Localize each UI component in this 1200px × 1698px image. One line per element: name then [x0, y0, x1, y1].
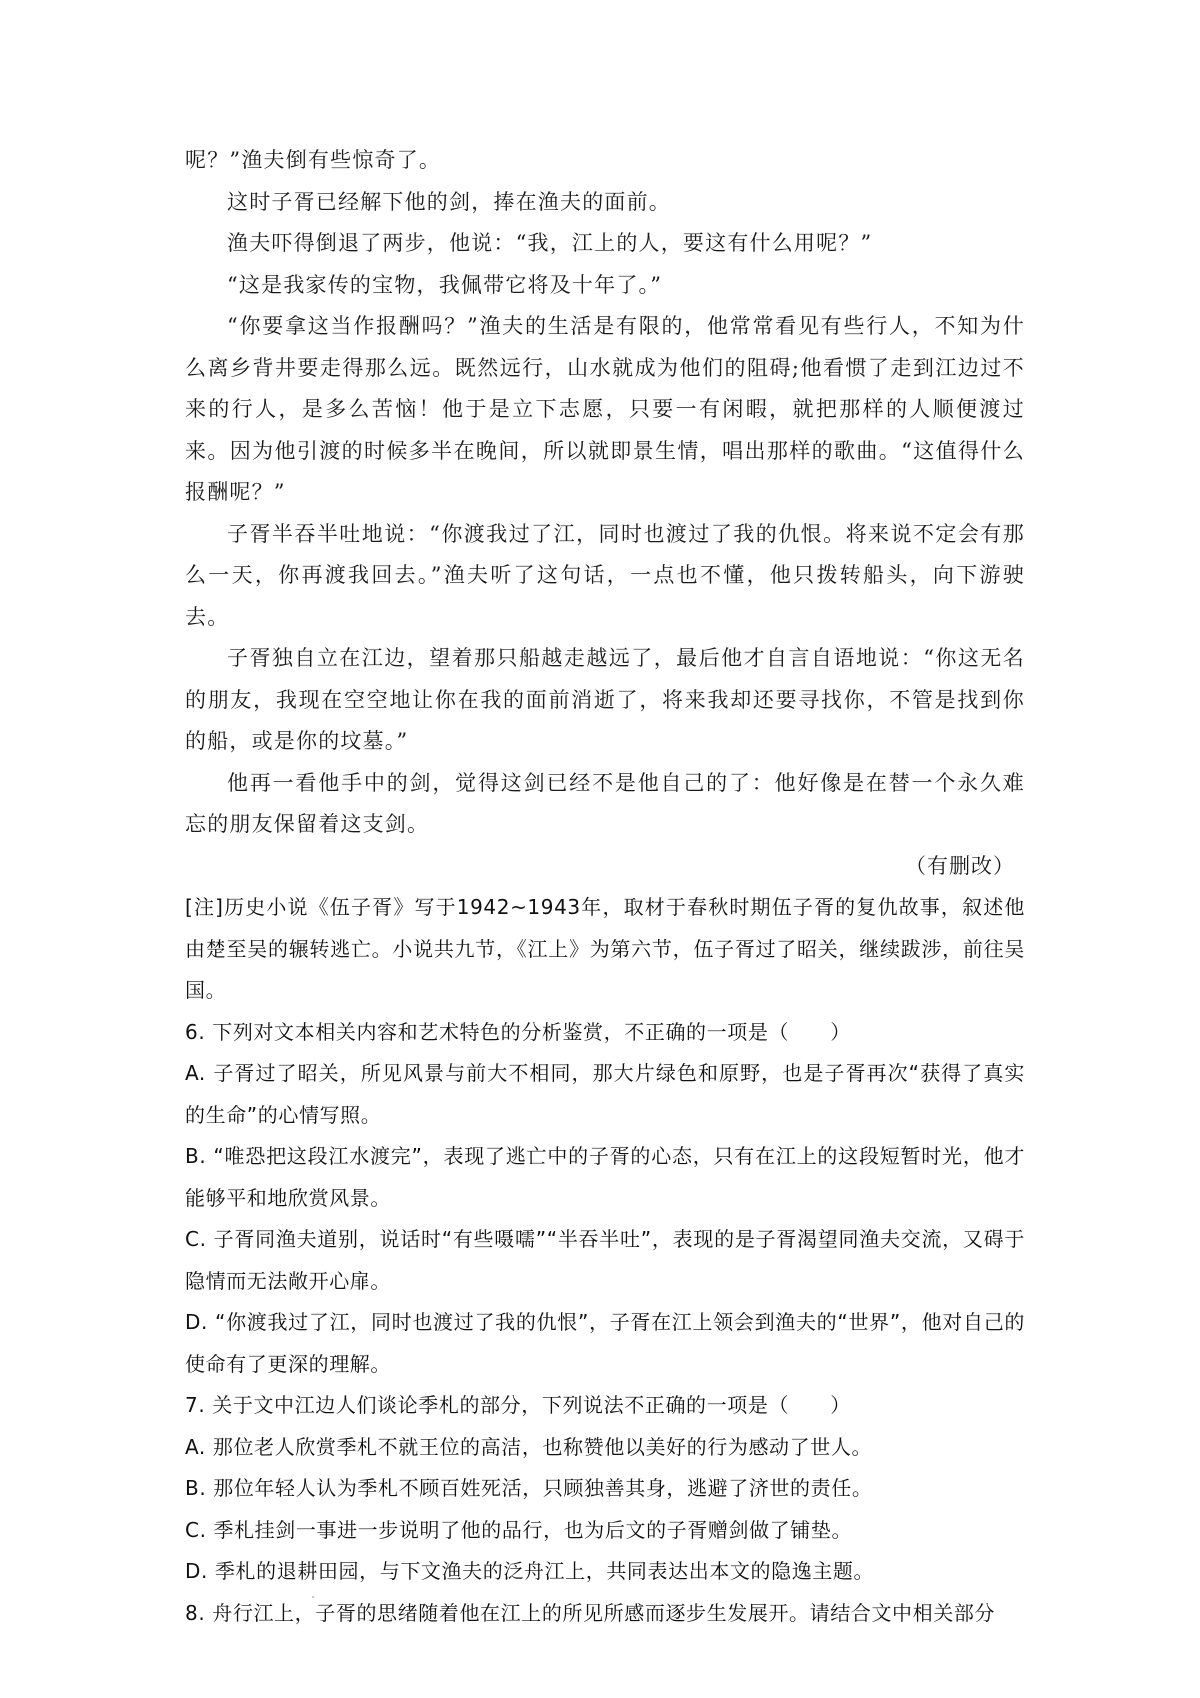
story-paragraph: 子胥半吞半吐地说：“你渡我过了江，同时也渡过了我的仇恨。将来说不定会有那么一天，你再渡我回去。”渔夫听了这句话，一点也不懂，他只拨转船头，向下游驶去。: [185, 521, 1025, 629]
story-paragraph: 他再一看他手中的剑，觉得这剑已经不是他自己的了：他好像是在替一个永久难忘的朋友保留着这支剑。: [185, 770, 1025, 836]
question-list: [185, 1012, 1025, 1635]
answer-option: D. “你渡我过了江，同时也渡过了我的仇恨”，子胥在江上领会到渔夫的“世界”，他对自己的使命有了更深的理解。: [185, 1310, 1025, 1376]
story-paragraph: 子胥独自立在江边，望着那只船越走越远了，最后他才自言自语地说：“你这无名的朋友，我现在空空地让你在我的面前消逝了，将来我却还要寻找你，不管是找到你的船，或是你的坟墓。”: [185, 646, 1025, 753]
document-page: [185, 140, 1025, 1634]
answer-option: B. 那位年轻人认为季札不顾百姓死活，只顾独善其身，逃避了济世的责任。: [185, 1476, 873, 1500]
source-note: （有删改）: [905, 853, 1015, 878]
answer-option: C. 季札挂剑一事进一步说明了他的品行，也为后文的子胥赠剑做了铺垫。: [185, 1517, 853, 1542]
question-8: [185, 1593, 1025, 1635]
question-7: [185, 1385, 1025, 1593]
question-6: [185, 1012, 1025, 1386]
answer-option: B. “唯恐把这段江水渡完”，表现了逃亡中的子胥的心态，只有在江上的这段短暂时光，他才能够平和地欣赏风景。: [185, 1144, 1025, 1210]
annotation-note: [注]历史小说《伍子胥》写于1942~1943年，取材于春秋时期伍子胥的复仇故事，叙述他由楚至吴的辗转逃亡。小说共九节，《江上》为第六节，伍子胥过了昭关，继续跋涉，前往吴国。: [185, 895, 1025, 1002]
answer-option: A. 那位老人欣赏季札不就王位的高洁，也称赞他以美好的行为感动了世人。: [185, 1434, 873, 1459]
question-stem: 6. 下列对文本相关内容和艺术特色的分析鉴赏，不正确的一项是（ ）: [185, 1019, 851, 1044]
answer-option: D. 季札的退耕田园，与下文渔夫的泛舟江上，共同表达出本文的隐逸主题。: [185, 1559, 875, 1583]
question-stem: 7. 关于文中江边人们谈论季札的部分，下列说法不正确的一项是（ ）: [185, 1393, 851, 1417]
question-stem: 8. 舟行江上，子胥的思绪随着他在江上的所见所感而逐步生发展开。请结合文中相关部分: [185, 1600, 996, 1625]
footer-mark: [312, 1596, 314, 1598]
answer-option: A. 子胥过了昭关，所见风景与前大不相同，那大片绿色和原野，也是子胥再次“获得了真实的生命”的心情写照。: [185, 1061, 1025, 1127]
story-paragraph: “你要拿这当作报酬吗？”渔夫的生活是有限的，他常常看见有些行人，不知为什么离乡背井要走得那么远。既然远行，山水就成为他们的阻碍;他看惯了走到江边过不来的行人，是多么苦恼！他于是立下志愿，只要一有闲暇，就把那样的人顺便渡过来。因为他引渡的时候多半在晚间，所以就即景生情，唱出那样的歌曲。“这值得什么报酬呢？”: [185, 314, 1025, 504]
story-paragraph: 这时子胥已经解下他的剑，捧在渔夫的面前。: [227, 189, 671, 214]
story-paragraph: 渔夫吓得倒退了两步，他说：“我，江上的人，要这有什么用呢？”: [227, 231, 873, 255]
answer-option: C. 子胥同渔夫道别，说话时“有些嗫嚅”“半吞半吐”，表现的是子胥渴望同渔夫交流，又碍于隐情而无法敞开心扉。: [185, 1227, 1025, 1293]
story-paragraph: 呢？”渔夫倒有些惊奇了。: [185, 148, 442, 172]
story-paragraph: “这是我家传的宝物，我佩带它将及十年了。”: [227, 272, 663, 297]
story-text: [185, 140, 1025, 846]
